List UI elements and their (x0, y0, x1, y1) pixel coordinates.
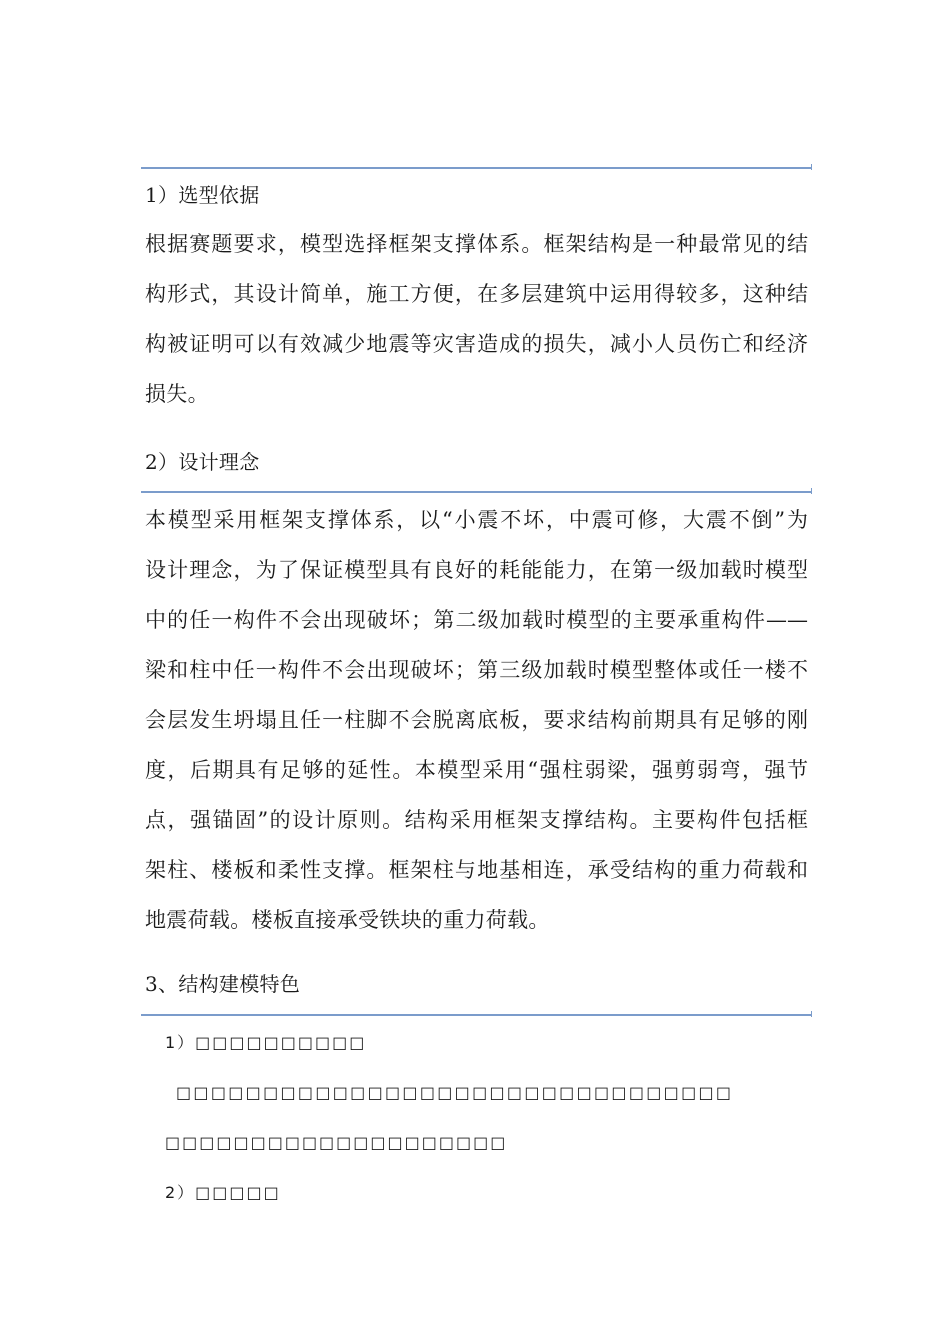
section-heading: 1）选型依据 (145, 183, 260, 207)
paragraph-line: 构被证明可以有效减少地震等灾害造成的损失，减小人员伤亡和经济 (145, 332, 808, 356)
paragraph-line: 根据赛题要求，模型选择框架支撑体系。框架结构是一种最常见的结 (145, 232, 808, 256)
paragraph-line: 损失。 (145, 382, 209, 406)
paragraph-line: 地震荷载。楼板直接承受铁块的重力荷载。 (145, 908, 550, 932)
paragraph-line: 本模型采用框架支撑体系，以“小震不坏，中震可修，大震不倒”为 (145, 508, 808, 532)
subsection-heading: 2）□□□□□ (165, 1183, 281, 1202)
paragraph-line: 梁和柱中任一构件不会出现破坏；第三级加载时模型整体或任一楼不 (145, 658, 808, 682)
paragraph-line: 架柱、楼板和柔性支撑。框架柱与地基相连，承受结构的重力荷载和 (145, 858, 808, 882)
section-heading: 2）设计理念 (145, 450, 260, 474)
paragraph-line: 构形式，其设计简单，施工方便，在多层建筑中运用得较多，这种结 (145, 282, 808, 306)
paragraph-line: 点，强锚固”的设计原则。结构采用框架支撑结构。主要构件包括框 (145, 808, 808, 832)
garbled-text-line: □□□□□□□□□□□□□□□□□□□□□□□□□□□□□□□□ (176, 1083, 734, 1102)
section-heading: 3、结构建模特色 (145, 972, 301, 996)
section-divider (141, 491, 811, 493)
section-divider (141, 167, 811, 169)
paragraph-line: 会层发生坍塌且任一柱脚不会脱离底板，要求结构前期具有足够的刚 (145, 708, 808, 732)
section-divider (141, 1014, 811, 1016)
subsection-heading: 1）□□□□□□□□□□ (165, 1033, 367, 1052)
paragraph-line: 中的任一构件不会出现破坏；第二级加载时模型的主要承重构件—— (145, 608, 808, 632)
paragraph-line: 设计理念，为了保证模型具有良好的耗能能力，在第一级加载时模型 (145, 558, 808, 582)
garbled-text-line: □□□□□□□□□□□□□□□□□□□□ (165, 1133, 508, 1152)
paragraph-line: 度，后期具有足够的延性。本模型采用“强柱弱梁，强剪弱弯，强节 (145, 758, 808, 782)
